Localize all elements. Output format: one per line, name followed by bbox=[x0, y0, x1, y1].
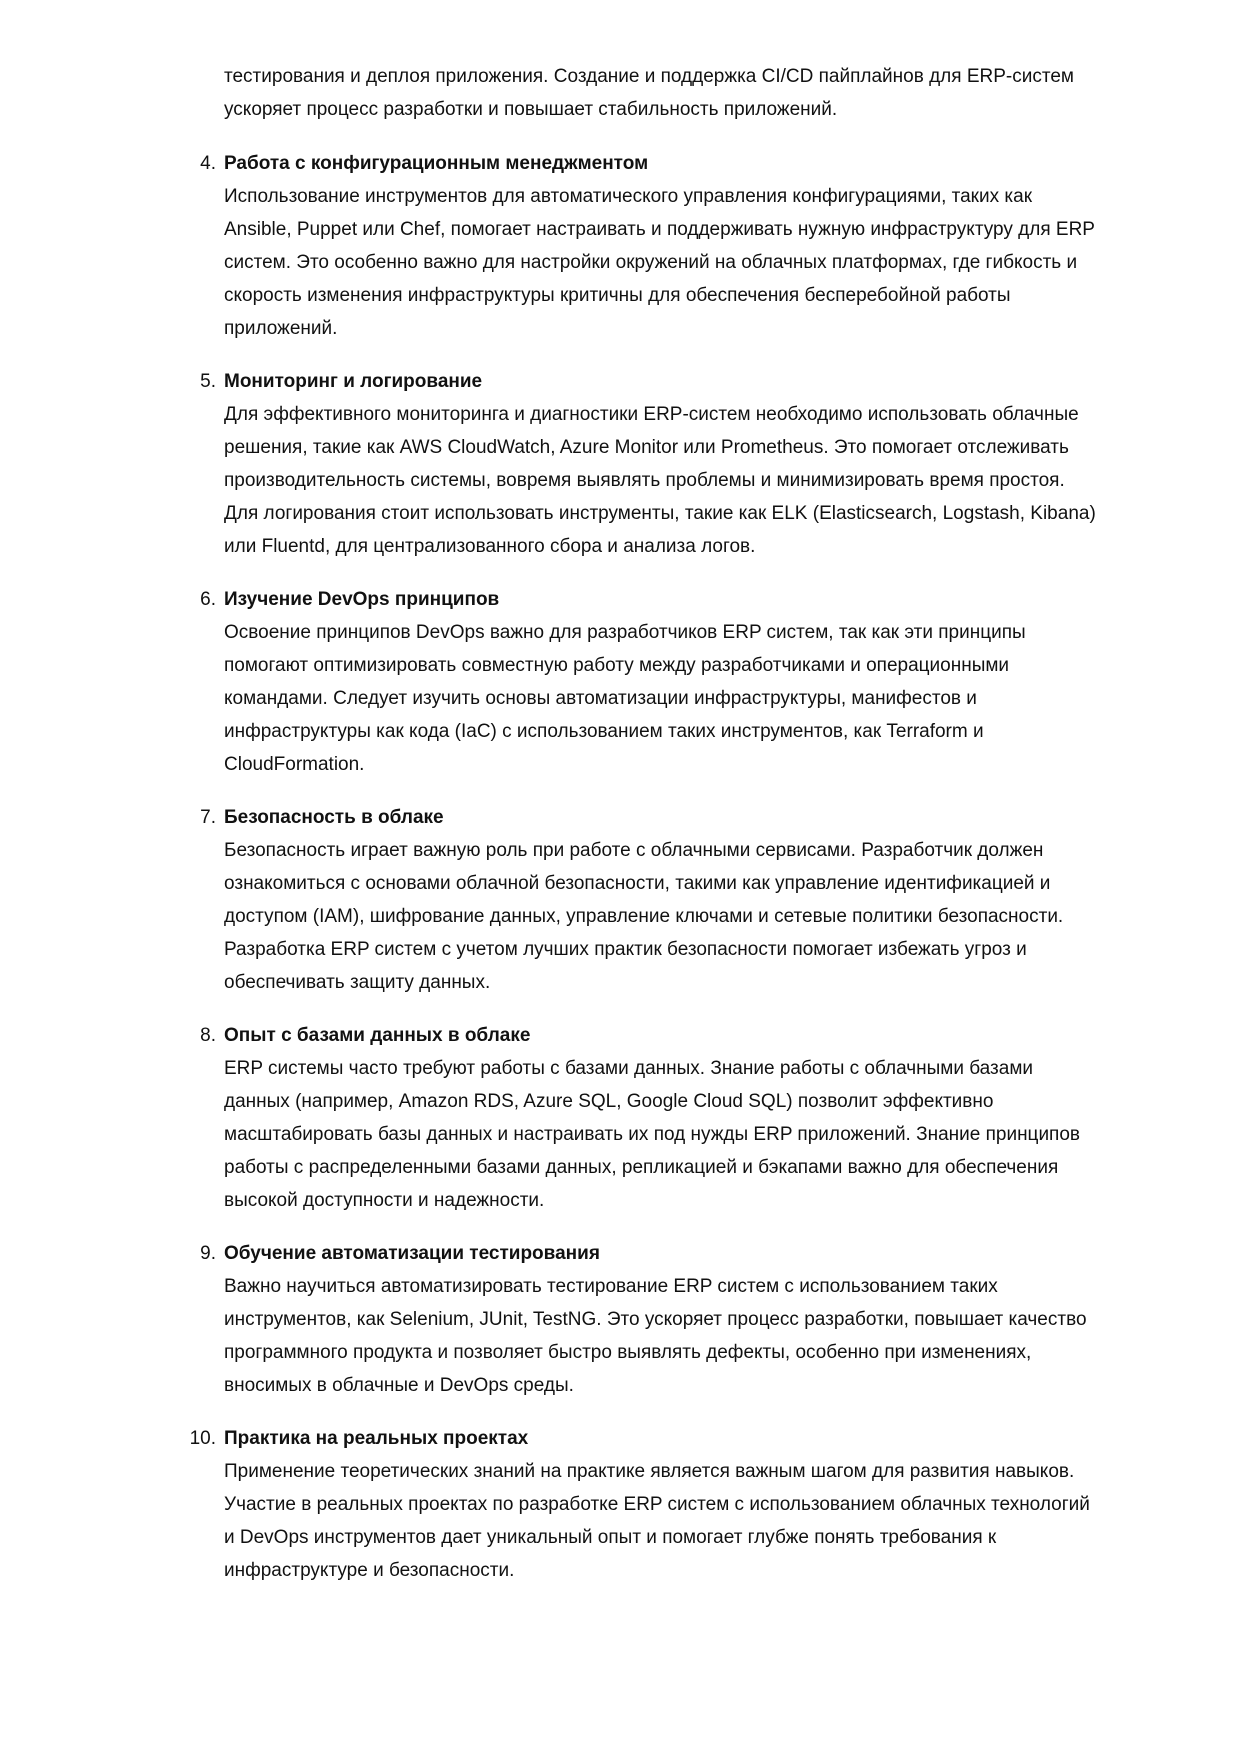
list-item-title: Работа с конфигурационным менеджментом bbox=[224, 153, 649, 174]
list-item-number: 8. bbox=[200, 1025, 216, 1046]
list-item bbox=[0, 1237, 1239, 1402]
list-item-title: Практика на реальных проектах bbox=[224, 1428, 529, 1449]
list-item-number: 10. bbox=[189, 1428, 216, 1449]
list-item-text: Использование инструментов для автоматического управления конфигурациями, таких как Ansible, Puppet или Chef, помогает настраивать и поддерживать нужную инфраструктуру для ERP систем. Это особенно важно для настройки окружений на облачных платформах, где гибкость и скорость изменения инфраструктуры критичны для обеспечения бесперебойной работы приложений. bbox=[224, 186, 1095, 339]
list-item bbox=[0, 801, 1239, 999]
list-item-body bbox=[224, 1237, 1104, 1402]
list-item-title: Мониторинг и логирование bbox=[224, 371, 483, 392]
list-item-number: 6. bbox=[200, 589, 216, 610]
list-item-text: Безопасность играет важную роль при работе с облачными сервисами. Разработчик должен ознакомиться с основами облачной безопасности, такими как управление идентификацией и доступом (IAM), шифрование данных, управление ключами и сетевые политики безопасности. Разработка ERP систем с учетом лучших практик безопасности помогает избежать угроз и обеспечивать защиту данных. bbox=[224, 840, 1064, 993]
list-item-number: 4. bbox=[200, 153, 216, 174]
list-item bbox=[0, 365, 1239, 563]
list-item-body bbox=[224, 583, 1104, 781]
list-item bbox=[0, 583, 1239, 781]
list-item-body bbox=[224, 365, 1104, 563]
list-item bbox=[0, 147, 1239, 345]
list-item-body bbox=[224, 801, 1104, 999]
numbered-list bbox=[0, 147, 1239, 1607]
list-item bbox=[0, 1019, 1239, 1217]
list-item-title: Опыт с базами данных в облаке bbox=[224, 1025, 531, 1046]
list-item bbox=[0, 1422, 1239, 1587]
list-item-number: 7. bbox=[200, 807, 216, 828]
list-item-title: Обучение автоматизации тестирования bbox=[224, 1243, 600, 1264]
list-item-body bbox=[224, 1019, 1104, 1217]
list-item-text: Освоение принципов DevOps важно для разработчиков ERP систем, так как эти принципы помогают оптимизировать совместную работу между разработчиками и операционными командами. Следует изучить основы автоматизации инфраструктуры, манифестов и инфраструктуры как кода (IaC) с использованием таких инструментов, как Terraform и CloudFormation. bbox=[224, 622, 1026, 775]
list-item-title: Безопасность в облаке bbox=[224, 807, 444, 828]
list-item-text: ERP системы часто требуют работы с базами данных. Знание работы с облачными базами данных (например, Amazon RDS, Azure SQL, Google Cloud SQL) позволит эффективно масштабировать базы данных и настраивать их под нужды ERP приложений. Знание принципов работы с распределенными базами данных, репликацией и бэкапами важно для обеспечения высокой доступности и надежности. bbox=[224, 1058, 1081, 1211]
list-item-text: Важно научиться автоматизировать тестирование ERP систем с использованием таких инструментов, как Selenium, JUnit, TestNG. Это ускоряет процесс разработки, повышает качество программного продукта и позволяет быстро выявлять дефекты, особенно при изменениях, вносимых в облачные и DevOps среды. bbox=[224, 1276, 1087, 1396]
list-item-number: 5. bbox=[200, 371, 216, 392]
list-item-body bbox=[224, 1422, 1104, 1587]
list-item-body bbox=[224, 147, 1104, 345]
list-item-title: Изучение DevOps принципов bbox=[224, 589, 500, 610]
list-item-text: Для эффективного мониторинга и диагностики ERP-систем необходимо использовать облачные решения, такие как AWS CloudWatch, Azure Monitor или Prometheus. Это помогает отслеживать производительность системы, вовремя выявлять проблемы и минимизировать время простоя. Для логирования стоит использовать инструменты, такие как ELK (Elasticsearch, Logstash, Kibana) или Fluentd, для централизованного сбора и анализа логов. bbox=[224, 404, 1096, 557]
list-item-text: Применение теоретических знаний на практике является важным шагом для развития навыков. Участие в реальных проектах по разработке ERP систем с использованием облачных технологий и DevOps инструментов дает уникальный опыт и помогает глубже понять требования к инфраструктуре и безопасности. bbox=[224, 1461, 1090, 1581]
continuation-paragraph: тестирования и деплоя приложения. Создание и поддержка CI/CD пайплайнов для ERP-систем ускоряет процесс разработки и повышает стабильность приложений. bbox=[224, 66, 1074, 120]
list-item-number: 9. bbox=[200, 1243, 216, 1264]
